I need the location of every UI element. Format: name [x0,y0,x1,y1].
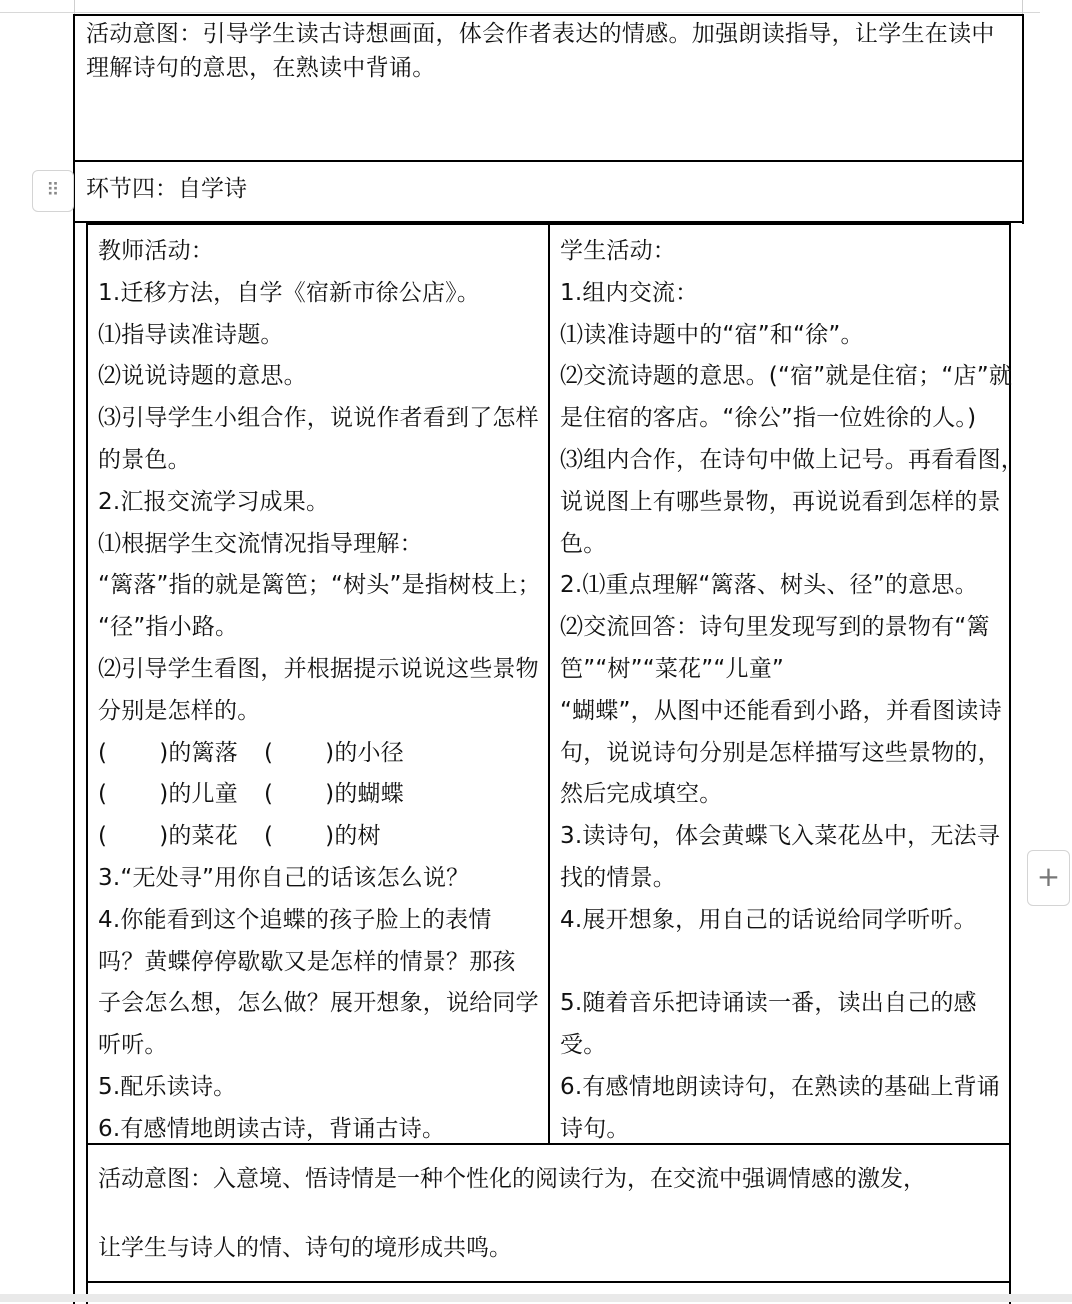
student-line: 找的情景。 [560,864,676,891]
table-top-border [73,14,1024,16]
section-title: 环节四：自学诗 [86,176,247,202]
student-line: 4.展开想象，用自己的话说给同学听听。 [560,906,977,933]
student-line: ⑵交流诗题的意思。(“宿”就是住宿；“店”就 [560,363,1013,390]
row-divider [86,1281,1011,1283]
teacher-line: 子会怎么想，怎么做？展开想象，说给同学 [98,990,539,1017]
column-divider [548,225,550,1145]
page-top-rule-tick [1022,0,1023,14]
activity-intent-top: 活动意图：引导学生读古诗想画面，体会作者表达的情感。加强朗读指导，让学生在读中理解诗句的意思，在熟读中背诵。 [86,21,995,81]
student-line: 说说图上有哪些景物，再说说看到怎样的景 [560,488,1001,515]
page-top-rule [0,12,1040,13]
teacher-header: 教师活动： [98,238,214,264]
student-line: 2.⑴重点理解“篱落、树头、径”的意思。 [560,572,978,599]
student-header: 学生活动： [560,238,676,264]
student-activities [560,231,1024,1151]
student-line [560,942,1006,984]
row-drag-handle-icon[interactable]: ⠿ [32,170,74,212]
row-divider [73,160,1024,162]
blank-label: )的儿童 [159,781,238,808]
teacher-line: ⑴根据学生交流情况指导理解： [98,530,423,557]
blank-open: ( [263,739,274,766]
teacher-line: 4.你能看到这个追蝶的孩子脸上的表情 [98,906,492,933]
teacher-line: 分别是怎样的。 [98,697,261,724]
student-line: 句，说说诗句分别是怎样描写这些景物的， [560,739,1001,766]
teacher-line: ⑵引导学生看图，并根据提示说说这些景物 [98,655,539,682]
blank-open: ( [98,781,108,808]
blank-label: )的菜花 [159,823,238,850]
teacher-line: 5.配乐读诗。 [98,1073,237,1100]
student-line: 诗句。 [560,1115,630,1142]
blank-label: )的篱落 [159,739,238,766]
student-line: ⑴读准诗题中的“宿”和“徐”。 [560,321,864,348]
blank-label: )的蝴蝶 [325,781,404,808]
activity-intent-bottom-line2: 让学生与诗人的情、诗句的境形成共鸣。 [98,1235,512,1261]
teacher-line: 2.汇报交流学习成果。 [98,488,330,515]
student-line: 受。 [560,1032,607,1059]
blank-open: ( [263,823,274,850]
row-divider [86,1143,1011,1145]
teacher-line: 听听。 [98,1032,168,1059]
page-bottom-bar [0,1294,1072,1302]
teacher-line: 6.有感情地朗读古诗，背诵古诗。 [98,1115,446,1142]
blank-open: ( [263,781,274,808]
student-line: 然后完成填空。 [560,781,723,808]
fill-blank-row [98,774,544,816]
page-top-rule-tick [74,0,75,14]
teacher-line: “径”指小路。 [98,614,239,641]
teacher-line: 吗？黄蝶停停歇歇又是怎样的情景？那孩 [98,948,516,975]
fill-blank-row [98,816,544,858]
teacher-line: 3.“无处寻”用你自己的话该怎么说？ [98,864,470,891]
teacher-line: ⑵说说诗题的意思。 [98,363,307,390]
student-line: “蝴蝶”，从图中还能看到小路，并看图读诗 [560,697,1002,724]
add-row-icon[interactable]: + [1027,850,1070,906]
student-line: 1.组内交流： [560,279,699,306]
teacher-line: ⑴指导读准诗题。 [98,321,284,348]
table-outer-right-border [1022,14,1024,224]
student-line: 色。 [560,530,607,557]
blank-label: )的小径 [325,739,404,766]
blank-open: ( [98,823,108,850]
activity-intent-bottom-line1: 活动意图：入意境、悟诗情是一种个性化的阅读行为，在交流中强调情感的激发， [98,1166,926,1192]
fill-blank-row [98,733,544,775]
teacher-activities [98,231,544,1151]
student-line: 5.随着音乐把诗诵读一番，读出自己的感 [560,990,977,1017]
teacher-line: “篱落”指的就是篱笆；“树头”是指树枝上； [98,572,541,599]
student-line: ⑵交流回答：诗句里发现写到的景物有“篱 [560,614,990,641]
student-line: 3.读诗句，体会黄蝶飞入菜花丛中，无法寻 [560,823,1000,850]
student-line: ⑶组内合作，在诗句中做上记号。再看看图， [560,446,1024,473]
blank-label: )的树 [325,823,381,850]
teacher-line: 1.迁移方法，自学《宿新市徐公店》。 [98,279,481,306]
student-line: 6.有感情地朗读诗句，在熟读的基础上背诵 [560,1073,1000,1100]
student-line: 笆”“树”“菜花”“儿童” [560,655,785,682]
blank-open: ( [98,739,108,766]
teacher-line: 的景色。 [98,446,191,473]
student-line: 是住宿的客店。“徐公”指一位姓徐的人。) [560,405,977,432]
teacher-line: ⑶引导学生小组合作，说说作者看到了怎样 [98,405,539,432]
